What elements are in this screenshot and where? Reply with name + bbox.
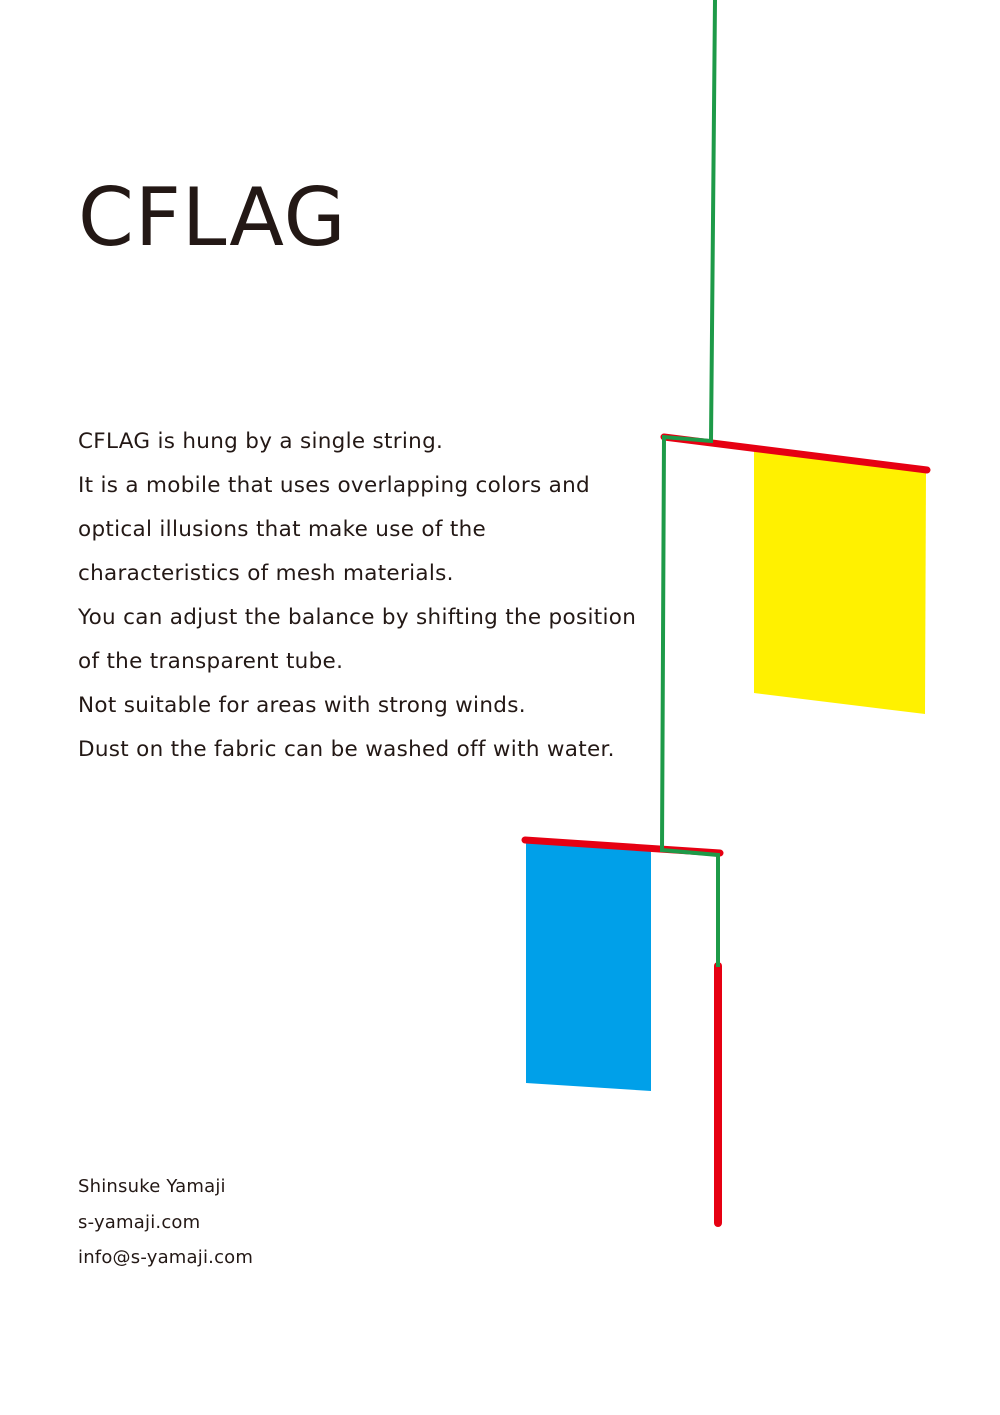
description-line: characteristics of mesh materials. (78, 561, 454, 586)
yellow-flag (754, 451, 926, 714)
description-line: You can adjust the balance by shifting the position (78, 605, 637, 630)
contact-info (78, 1169, 253, 1276)
description-line: of the transparent tube. (78, 649, 344, 674)
upper-red-bar (664, 437, 927, 470)
email-text: info@s-yamaji.com (78, 1247, 254, 1268)
description-line: It is a mobile that uses overlapping colors and (78, 473, 590, 498)
website-text: s-yamaji.com (78, 1211, 201, 1233)
green-string (662, 0, 718, 967)
middle-red-bar (525, 840, 720, 853)
page-title: CFLAG (78, 171, 347, 264)
description-line: Not suitable for areas with strong winds. (78, 693, 526, 718)
description-line: optical illusions that make use of the (78, 517, 487, 542)
description-line: Dust on the fabric can be washed off with water. (78, 737, 615, 762)
description-line: CFLAG is hung by a single string. (78, 429, 444, 454)
description (78, 420, 668, 772)
blue-flag (526, 843, 651, 1091)
designer-name: Shinsuke Yamaji (78, 1176, 226, 1197)
